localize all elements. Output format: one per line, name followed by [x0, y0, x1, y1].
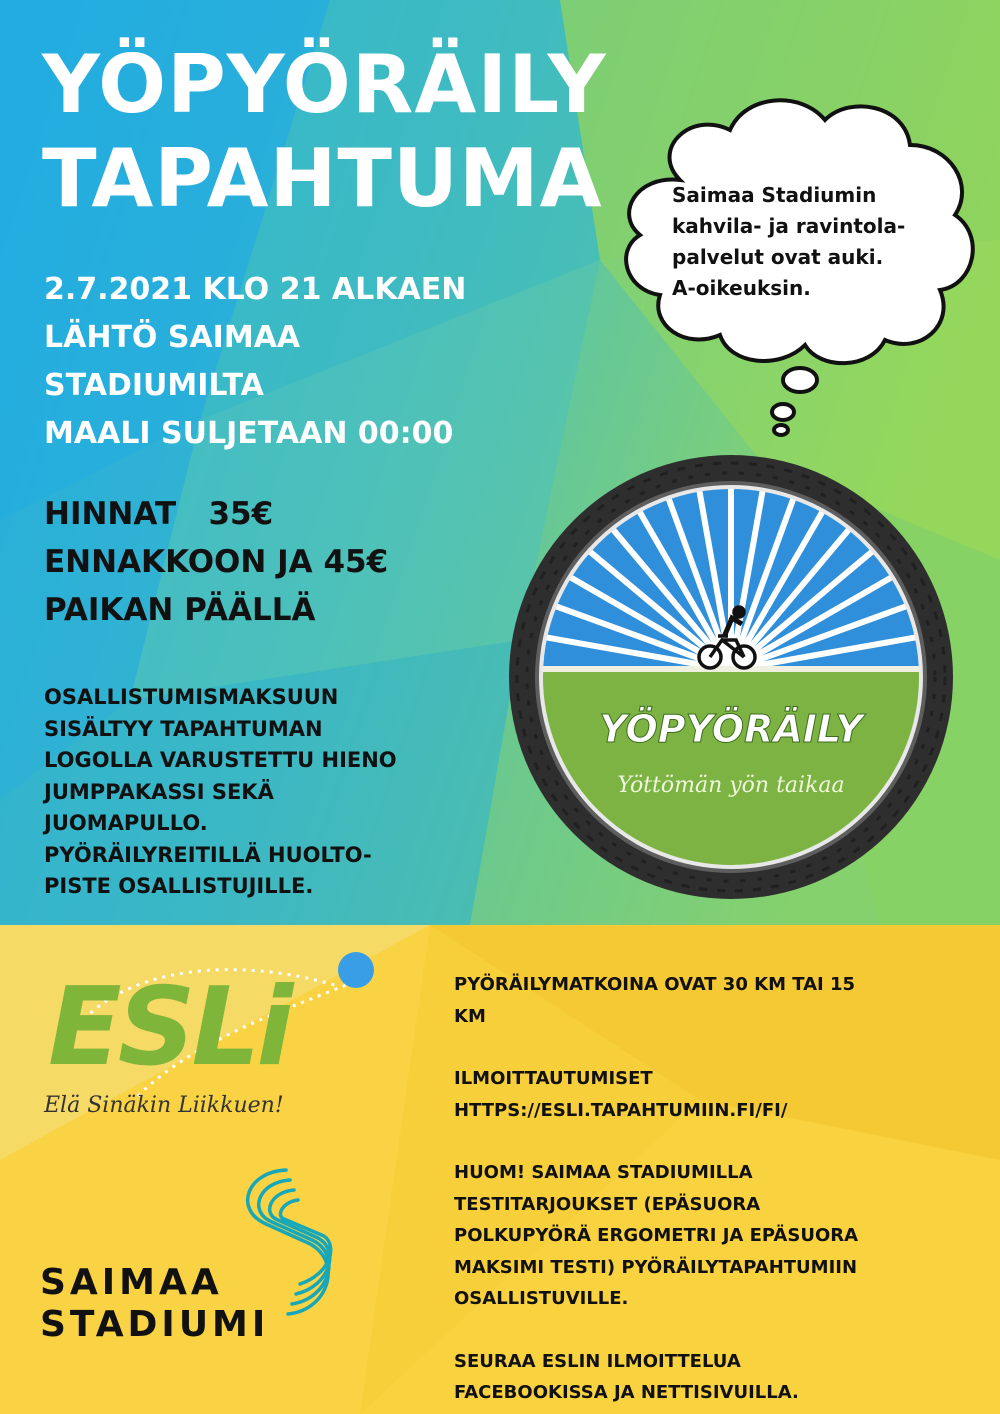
registration-link[interactable]: HTTPS://ESLI.TAPAHTUMIIN.FI/FI/	[454, 1099, 788, 1121]
info-line: KM	[454, 1005, 486, 1027]
includes-line: LOGOLLA VARUSTETTU HIENO	[44, 748, 397, 772]
cloud-note	[672, 180, 905, 304]
title-line: YÖPYÖRÄILY	[42, 38, 607, 131]
info-line: PYÖRÄILYMATKOINA OVAT 30 KM TAI 15	[454, 974, 856, 995]
stadiumi-line: STADIUMI	[40, 1304, 270, 1345]
info-line: TESTITARJOUKSET (EPÄSUORA	[454, 1193, 761, 1215]
price-line: HINNAT 35€	[44, 496, 274, 532]
price-line: PAIKAN PÄÄLLÄ	[44, 592, 316, 628]
info-line: FACEBOOKISSA JA NETTISIVUILLA.	[454, 1382, 799, 1403]
cloud-line: kahvila- ja ravintola-	[672, 214, 906, 238]
info-line: MAKSIMI TESTI) PYÖRÄILYTAPAHTUMIIN	[454, 1256, 858, 1278]
event-start-location: LÄHTÖ SAIMAA	[44, 320, 301, 355]
event-finish-closing: MAALI SULJETAAN 00:00	[44, 416, 454, 451]
info-line: POLKUPYÖRÄ ERGOMETRI JA EPÄSUORA	[454, 1225, 859, 1246]
title-line: TAPAHTUMA	[42, 132, 603, 225]
esli-word: ESLi	[48, 965, 290, 1090]
cloud-line: Saimaa Stadiumin	[672, 183, 877, 207]
esli-logo	[38, 946, 388, 1126]
wheel-logo-tagline: Yöttömän yön taikaa	[617, 773, 845, 798]
yopyoraily-wheel-logo	[506, 452, 956, 902]
event-date: 2.7.2021 KLO 21 ALKAEN	[44, 272, 467, 307]
cloud-line: palvelut ovat auki.	[672, 245, 884, 269]
includes-line: PISTE OSALLISTUJILLE.	[44, 874, 314, 898]
saimaa-line: SAIMAA	[40, 1262, 223, 1303]
info-line: HUOM! SAIMAA STADIUMILLA	[454, 1162, 753, 1183]
includes-line: PYÖRÄILYREITILLÄ HUOLTO-	[44, 842, 372, 867]
info-line: ILMOITTAUTUMISET	[454, 1068, 653, 1089]
event-start-location-cont: STADIUMILTA	[44, 368, 264, 403]
includes-line: JUOMAPULLO.	[44, 811, 208, 835]
includes-line: SISÄLTYY TAPAHTUMAN	[44, 716, 323, 741]
includes-line: OSALLISTUMISMAKSUUN	[44, 685, 339, 709]
includes-line: JUMPPAKASSI SEKÄ	[44, 779, 274, 804]
info-line: OSALLISTUVILLE.	[454, 1288, 629, 1309]
water-drop-icon	[338, 952, 374, 988]
info-line: SEURAA ESLIN ILMOITTELUA	[454, 1350, 741, 1372]
esli-slogan: Elä Sinäkin Liikkuen!	[44, 1093, 284, 1118]
event-info	[454, 938, 974, 1414]
wheel-logo-name: YÖPYÖRÄILY	[599, 707, 863, 751]
cloud-line: A-oikeuksin.	[672, 276, 811, 300]
saimaa-stadiumi-logo-text	[40, 1262, 269, 1346]
price-line: ENNAKKOON JA 45€	[44, 544, 389, 580]
